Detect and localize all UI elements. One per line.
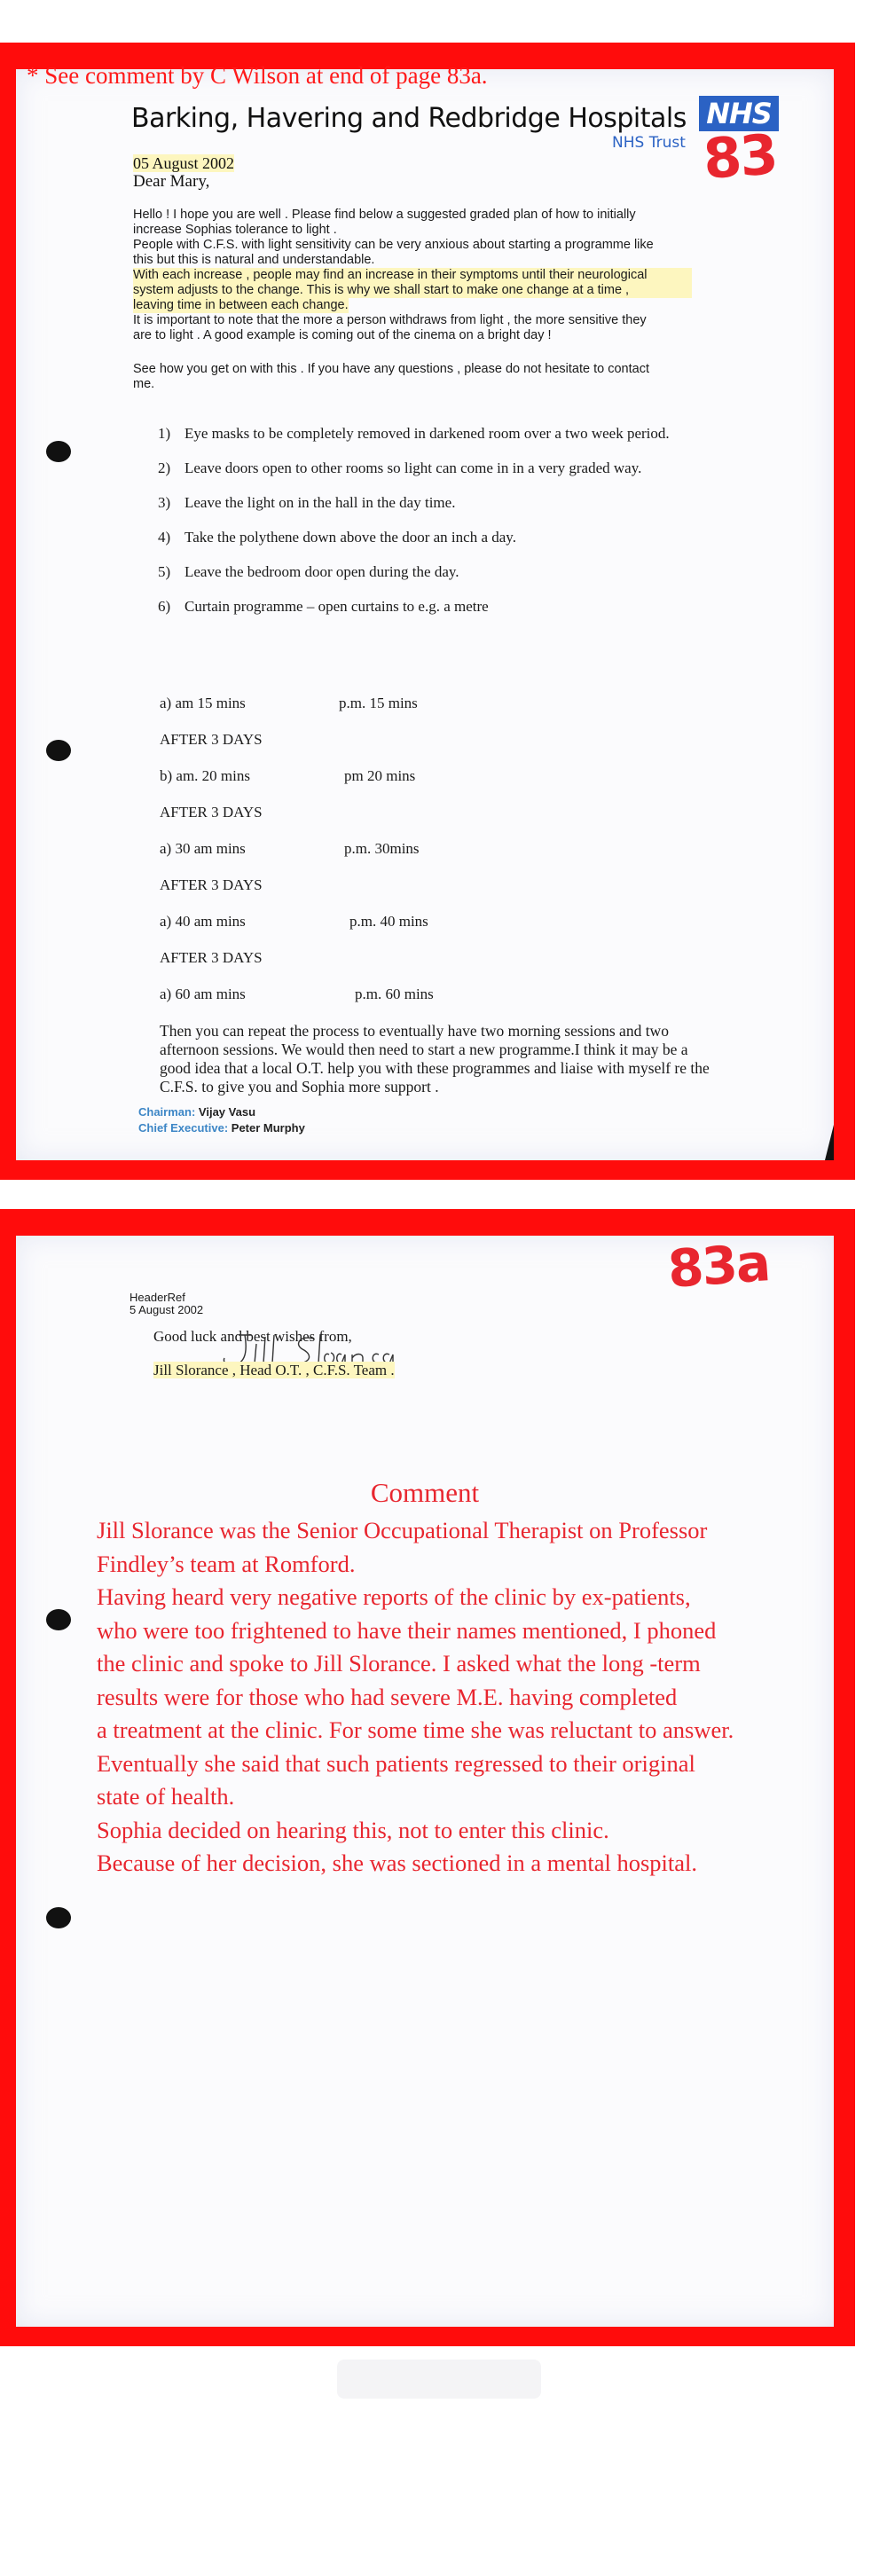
comment-line: the clinic and spoke to Jill Slorance. I asked what the long -term [97,1650,701,1677]
list-item-number: 5) [158,563,171,580]
schedule-am: b) am. 20 mins [160,767,250,784]
comment-line: Jill Slorance was the Senior Occupational Therapist on Professor [97,1517,708,1543]
page-83a-frame [0,1209,855,2346]
schedule-pm: p.m. 15 mins [339,695,418,711]
schedule-row [160,840,420,858]
list-item [158,562,726,581]
chairman-label: Chairman: [138,1105,196,1119]
scan-corner-mark [825,1125,834,1160]
list-item-text: Leave doors open to other rooms so light can come in in a very graded way. [184,459,642,476]
intro-paragraph [133,208,692,343]
schedule-pm: p.m. 60 mins [355,986,434,1002]
salutation: Dear Mary, [133,172,210,191]
comment-title: Comment [370,1477,480,1508]
comment-line: state of health. [97,1783,235,1810]
list-item-number: 6) [158,598,171,615]
header-ref [130,1292,203,1316]
chief-exec-line [138,1121,305,1135]
schedule-pm: p.m. 40 mins [349,913,428,930]
intro-line: Hello ! I hope you are well . Please find below a suggested graded plan of how to initially [133,208,636,222]
signature-block [153,1362,395,1379]
intro-line-highlight: With each increase , people may find an increase in their symptoms until their neurological [133,268,692,283]
intro-line: It is important to note that the more a person withdraws from light , the more sensitive they [133,313,647,327]
header-ref-label: HeaderRef [130,1291,185,1304]
punch-hole [46,1907,71,1928]
comment-line: Findley’s team at Romford. [97,1550,356,1577]
second-line: See how you get on with this . If you have any questions , please do not hesitate to contact [133,362,649,376]
list-item [158,597,726,616]
schedule-am: a) am 15 mins [160,695,246,711]
list-item-text: Leave the bedroom door open during the day. [184,563,459,580]
nhs-trust-label: NHS Trust [612,134,686,152]
comment-line: a treatment at the clinic. For some time she was reluctant to answer. [97,1716,734,1743]
second-line: me. [133,377,155,391]
chairman-name: Vijay Vasu [198,1105,256,1119]
comment-line: Sophia decided on hearing this, not to enter this clinic. [97,1816,609,1843]
schedule-row [160,986,434,1003]
page-83a-sheet [16,1232,834,2327]
punch-hole [46,740,71,761]
list-item-text: Curtain programme – open curtains to e.g. a metre [184,598,489,615]
list-item-number: 4) [158,529,171,546]
list-item-number: 2) [158,459,171,476]
list-item [158,459,726,477]
intro-line: People with C.F.S. with light sensitivity can be very anxious about starting a programme like [133,238,654,252]
comment-line: results were for those who had severe M.E. having completed [97,1683,678,1710]
page-83-frame [0,43,855,1180]
list-item-text: Take the polythene down above the door an inch a day. [184,529,516,546]
top-comment-note: * See comment by C Wilson at end of page 83a. [27,62,488,89]
signature-block-text: Jill Slorance , Head O.T. , C.F.S. Team . [153,1362,395,1378]
schedule-after: AFTER 3 DAYS [160,731,263,748]
schedule-pm: p.m. 30mins [344,840,420,857]
intro-line-highlight: system adjusts to the change. This is why we shall start to make one change at a time , [133,283,692,298]
comment-line: who were too frightened to have their names mentioned, I phoned [97,1616,717,1644]
list-item-text: Leave the light on in the hall in the day time. [184,494,456,511]
page-83-sheet [16,69,834,1160]
closing-paragraph: Then you can repeat the process to eventually have two morning sessions and two afternoon sessions. We would then need to start a new programme.I think it may be a good idea that a local O.T. help you with these programmes and liaise with myself re the C.F.S. to give you and Sophia more support . [160,1022,710,1096]
schedule-row [160,767,416,785]
second-paragraph [133,362,692,392]
numbered-plan-list [158,424,726,632]
chief-exec-name: Peter Murphy [231,1121,305,1135]
punch-hole [46,441,71,462]
list-item [158,493,726,512]
chairman-line [138,1105,255,1119]
list-item [158,424,726,443]
header-ref-date: 5 August 2002 [130,1303,204,1316]
comment-line: Eventually she said that such patients regressed to their original [97,1749,695,1777]
letter-date-text: 05 August 2002 [133,154,235,172]
schedule-after: AFTER 3 DAYS [160,949,263,966]
schedule-pm: pm 20 mins [344,767,416,784]
list-item-number: 1) [158,425,171,442]
page-number-83a: 83a [665,1232,772,1300]
list-item-text: Eye masks to be completely removed in darkened room over a two week period. [184,425,670,442]
nhs-logo: NHS [699,96,779,131]
page-number-83: 83 [701,122,779,192]
intro-line-highlight: leaving time in between each change. [133,298,349,312]
schedule-after: AFTER 3 DAYS [160,876,263,893]
list-item-number: 3) [158,494,171,511]
intro-line: increase Sophias tolerance to light . [133,223,337,237]
punch-hole [46,1609,71,1630]
intro-line: this but this is natural and understandable. [133,253,375,267]
schedule-row [160,695,418,712]
letter-date [133,154,234,173]
schedule-after: AFTER 3 DAYS [160,804,263,821]
list-item [158,528,726,546]
intro-line: are to light . A good example is coming out of the cinema on a bright day ! [133,328,552,342]
schedule-row [160,913,428,931]
comment-body [97,1514,833,1881]
hospital-name: Barking, Havering and Redbridge Hospitals [131,103,687,134]
schedule-am: a) 60 am mins [160,986,246,1002]
chief-exec-label: Chief Executive: [138,1121,229,1135]
good-luck-line: Good luck and best wishes from, [153,1328,352,1345]
schedule-am: a) 40 am mins [160,913,246,930]
schedule-am: a) 30 am mins [160,840,246,857]
faint-footer-mark [337,2360,541,2399]
comment-line: Because of her decision, she was sectioned in a mental hospital. [97,1850,698,1876]
comment-line: Having heard very negative reports of the clinic by ex-patients, [97,1583,691,1610]
